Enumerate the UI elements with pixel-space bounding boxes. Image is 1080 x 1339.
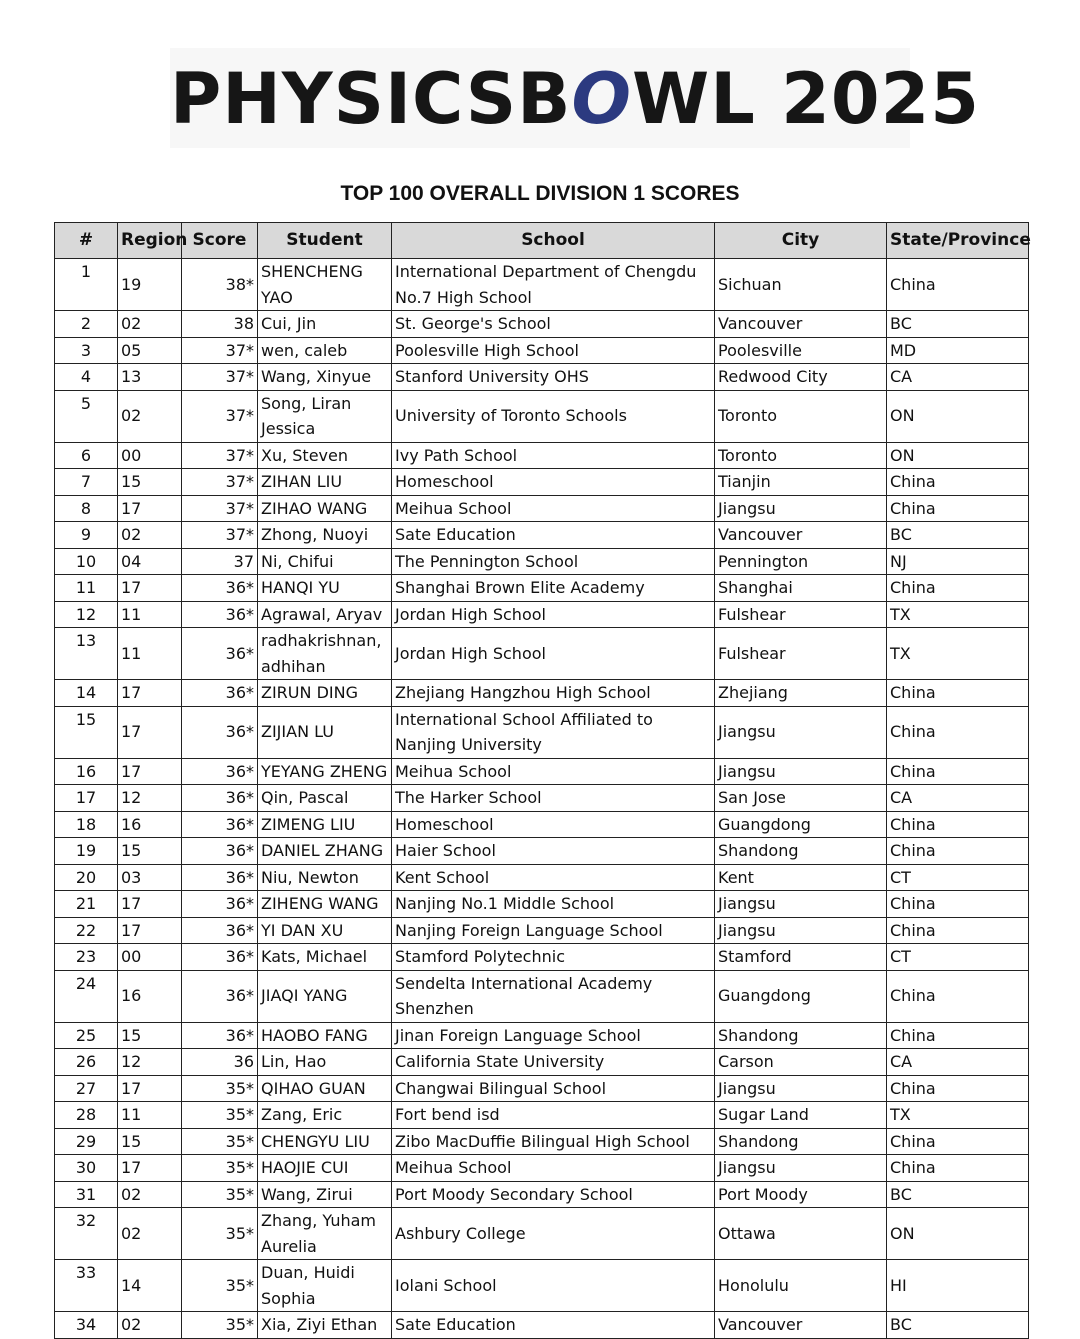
- student-cell: DANIEL ZHANG: [258, 838, 392, 865]
- student-cell: Wang, Xinyue: [258, 364, 392, 391]
- state-cell: China: [887, 1128, 1029, 1155]
- city-cell: Ottawa: [715, 1208, 887, 1260]
- city-cell: Stamford: [715, 944, 887, 971]
- state-cell: CT: [887, 864, 1029, 891]
- city-cell: Port Moody: [715, 1181, 887, 1208]
- rank-cell: 34: [55, 1312, 118, 1339]
- state-cell: China: [887, 706, 1029, 758]
- table-header-row: [55, 223, 1029, 259]
- region-cell: 16: [118, 811, 182, 838]
- student-cell: ZIRUN DING: [258, 680, 392, 707]
- score-cell: 35*: [182, 1155, 258, 1182]
- score-cell: 37*: [182, 522, 258, 549]
- rank-cell: 18: [55, 811, 118, 838]
- score-cell: 37*: [182, 469, 258, 496]
- rank-cell: 10: [55, 548, 118, 575]
- state-cell: China: [887, 1155, 1029, 1182]
- table-row: [55, 1208, 1029, 1260]
- scores-table: [54, 222, 1029, 1339]
- table-row: [55, 891, 1029, 918]
- student-cell: Niu, Newton: [258, 864, 392, 891]
- state-cell: ON: [887, 442, 1029, 469]
- rank-cell: 6: [55, 442, 118, 469]
- city-cell: Tianjin: [715, 469, 887, 496]
- region-cell: 15: [118, 838, 182, 865]
- region-cell: 17: [118, 1155, 182, 1182]
- student-cell: Qin, Pascal: [258, 785, 392, 812]
- header-score: Score: [182, 223, 258, 259]
- school-cell: Fort bend isd: [392, 1102, 715, 1129]
- header-rank: #: [55, 223, 118, 259]
- table-row: [55, 601, 1029, 628]
- school-cell: Nanjing Foreign Language School: [392, 917, 715, 944]
- student-cell: SHENCHENG YAO: [258, 259, 392, 311]
- state-cell: China: [887, 495, 1029, 522]
- region-cell: 00: [118, 944, 182, 971]
- region-cell: 00: [118, 442, 182, 469]
- school-cell: Jinan Foreign Language School: [392, 1022, 715, 1049]
- region-cell: 15: [118, 1022, 182, 1049]
- score-cell: 38*: [182, 259, 258, 311]
- table-row: [55, 811, 1029, 838]
- city-cell: Toronto: [715, 390, 887, 442]
- score-cell: 35*: [182, 1260, 258, 1312]
- table-row: [55, 785, 1029, 812]
- region-cell: 02: [118, 390, 182, 442]
- rank-cell: 20: [55, 864, 118, 891]
- rank-cell: 4: [55, 364, 118, 391]
- region-cell: 11: [118, 1102, 182, 1129]
- student-cell: Kats, Michael: [258, 944, 392, 971]
- region-cell: 12: [118, 1049, 182, 1076]
- city-cell: San Jose: [715, 785, 887, 812]
- city-cell: Carson: [715, 1049, 887, 1076]
- region-cell: 17: [118, 680, 182, 707]
- city-cell: Shandong: [715, 1128, 887, 1155]
- city-cell: Toronto: [715, 442, 887, 469]
- table-row: [55, 1181, 1029, 1208]
- school-cell: Changwai Bilingual School: [392, 1075, 715, 1102]
- score-cell: 35*: [182, 1102, 258, 1129]
- school-cell: Jordan High School: [392, 628, 715, 680]
- city-cell: Shandong: [715, 1022, 887, 1049]
- student-cell: radhakrishnan, adhihan: [258, 628, 392, 680]
- student-cell: Cui, Jin: [258, 311, 392, 338]
- region-cell: 19: [118, 259, 182, 311]
- region-cell: 15: [118, 469, 182, 496]
- rank-cell: 32: [55, 1208, 118, 1260]
- table-row: [55, 917, 1029, 944]
- state-cell: TX: [887, 628, 1029, 680]
- rank-cell: 14: [55, 680, 118, 707]
- state-cell: China: [887, 811, 1029, 838]
- header-region: Region: [118, 223, 182, 259]
- school-cell: Sendelta International Academy Shenzhen: [392, 970, 715, 1022]
- city-cell: Redwood City: [715, 364, 887, 391]
- region-cell: 14: [118, 1260, 182, 1312]
- score-cell: 35*: [182, 1208, 258, 1260]
- table-row: [55, 1075, 1029, 1102]
- logo-title: PHYSICSBOWL 2025: [170, 58, 981, 140]
- city-cell: Shanghai: [715, 575, 887, 602]
- state-cell: CA: [887, 785, 1029, 812]
- school-cell: Homeschool: [392, 811, 715, 838]
- table-row: [55, 970, 1029, 1022]
- rank-cell: 2: [55, 311, 118, 338]
- rank-cell: 25: [55, 1022, 118, 1049]
- table-row: [55, 1260, 1029, 1312]
- school-cell: Haier School: [392, 838, 715, 865]
- score-cell: 35*: [182, 1312, 258, 1339]
- state-cell: China: [887, 1075, 1029, 1102]
- school-cell: Nanjing No.1 Middle School: [392, 891, 715, 918]
- rank-cell: 16: [55, 758, 118, 785]
- student-cell: YEYANG ZHENG: [258, 758, 392, 785]
- school-cell: Ivy Path School: [392, 442, 715, 469]
- rank-cell: 31: [55, 1181, 118, 1208]
- score-cell: 36*: [182, 785, 258, 812]
- rank-cell: 5: [55, 390, 118, 442]
- school-cell: University of Toronto Schools: [392, 390, 715, 442]
- table-row: [55, 838, 1029, 865]
- city-cell: Fulshear: [715, 628, 887, 680]
- state-cell: BC: [887, 1181, 1029, 1208]
- region-cell: 03: [118, 864, 182, 891]
- student-cell: YI DAN XU: [258, 917, 392, 944]
- state-cell: China: [887, 970, 1029, 1022]
- city-cell: Jiangsu: [715, 1075, 887, 1102]
- region-cell: 02: [118, 522, 182, 549]
- rank-cell: 22: [55, 917, 118, 944]
- student-cell: Lin, Hao: [258, 1049, 392, 1076]
- table-row: [55, 1022, 1029, 1049]
- student-cell: ZIHAN LIU: [258, 469, 392, 496]
- score-cell: 36*: [182, 706, 258, 758]
- state-cell: CA: [887, 364, 1029, 391]
- city-cell: Pennington: [715, 548, 887, 575]
- score-cell: 37*: [182, 364, 258, 391]
- table-row: [55, 1102, 1029, 1129]
- rank-cell: 12: [55, 601, 118, 628]
- student-cell: Wang, Zirui: [258, 1181, 392, 1208]
- city-cell: Jiangsu: [715, 917, 887, 944]
- student-cell: HAOJIE CUI: [258, 1155, 392, 1182]
- score-cell: 36*: [182, 628, 258, 680]
- table-row: [55, 337, 1029, 364]
- school-cell: Shanghai Brown Elite Academy: [392, 575, 715, 602]
- region-cell: 17: [118, 917, 182, 944]
- rank-cell: 15: [55, 706, 118, 758]
- region-cell: 02: [118, 1208, 182, 1260]
- header-state: State/Province: [887, 223, 1029, 259]
- table-row: [55, 575, 1029, 602]
- school-cell: St. George's School: [392, 311, 715, 338]
- state-cell: TX: [887, 601, 1029, 628]
- table-row: [55, 548, 1029, 575]
- city-cell: Vancouver: [715, 1312, 887, 1339]
- table-row: [55, 1128, 1029, 1155]
- table-row: [55, 522, 1029, 549]
- state-cell: CT: [887, 944, 1029, 971]
- page-subtitle: TOP 100 OVERALL DIVISION 1 SCORES: [340, 182, 740, 205]
- student-cell: QIHAO GUAN: [258, 1075, 392, 1102]
- header-city: City: [715, 223, 887, 259]
- table-row: [55, 311, 1029, 338]
- city-cell: Sugar Land: [715, 1102, 887, 1129]
- student-cell: ZIMENG LIU: [258, 811, 392, 838]
- score-cell: 36*: [182, 811, 258, 838]
- rank-cell: 13: [55, 628, 118, 680]
- city-cell: Jiangsu: [715, 1155, 887, 1182]
- score-cell: 37*: [182, 495, 258, 522]
- table-row: [55, 495, 1029, 522]
- region-cell: 17: [118, 706, 182, 758]
- table-row: [55, 390, 1029, 442]
- student-cell: HAOBO FANG: [258, 1022, 392, 1049]
- state-cell: China: [887, 1022, 1029, 1049]
- student-cell: wen, caleb: [258, 337, 392, 364]
- region-cell: 17: [118, 575, 182, 602]
- student-cell: Zang, Eric: [258, 1102, 392, 1129]
- score-cell: 37*: [182, 337, 258, 364]
- student-cell: Xia, Ziyi Ethan: [258, 1312, 392, 1339]
- school-cell: Kent School: [392, 864, 715, 891]
- score-cell: 36*: [182, 891, 258, 918]
- table-row: [55, 259, 1029, 311]
- score-cell: 35*: [182, 1181, 258, 1208]
- region-cell: 17: [118, 891, 182, 918]
- table-row: [55, 364, 1029, 391]
- header-student: Student: [258, 223, 392, 259]
- rank-cell: 26: [55, 1049, 118, 1076]
- score-cell: 36*: [182, 680, 258, 707]
- region-cell: 05: [118, 337, 182, 364]
- region-cell: 17: [118, 758, 182, 785]
- rank-cell: 8: [55, 495, 118, 522]
- school-cell: California State University: [392, 1049, 715, 1076]
- region-cell: 02: [118, 311, 182, 338]
- score-cell: 37*: [182, 442, 258, 469]
- rank-cell: 24: [55, 970, 118, 1022]
- city-cell: Jiangsu: [715, 706, 887, 758]
- state-cell: China: [887, 838, 1029, 865]
- school-cell: Stamford Polytechnic: [392, 944, 715, 971]
- school-cell: International School Affiliated to Nanjing University: [392, 706, 715, 758]
- state-cell: China: [887, 917, 1029, 944]
- state-cell: HI: [887, 1260, 1029, 1312]
- school-cell: Zhejiang Hangzhou High School: [392, 680, 715, 707]
- student-cell: Xu, Steven: [258, 442, 392, 469]
- city-cell: Jiangsu: [715, 495, 887, 522]
- rank-cell: 29: [55, 1128, 118, 1155]
- state-cell: China: [887, 758, 1029, 785]
- score-cell: 36: [182, 1049, 258, 1076]
- school-cell: Ashbury College: [392, 1208, 715, 1260]
- school-cell: Port Moody Secondary School: [392, 1181, 715, 1208]
- student-cell: HANQI YU: [258, 575, 392, 602]
- table-row: [55, 469, 1029, 496]
- state-cell: BC: [887, 1312, 1029, 1339]
- student-cell: Agrawal, Aryav: [258, 601, 392, 628]
- school-cell: Meihua School: [392, 758, 715, 785]
- city-cell: Zhejiang: [715, 680, 887, 707]
- state-cell: China: [887, 891, 1029, 918]
- state-cell: CA: [887, 1049, 1029, 1076]
- student-cell: ZIJIAN LU: [258, 706, 392, 758]
- table-row: [55, 628, 1029, 680]
- region-cell: 02: [118, 1312, 182, 1339]
- table-row: [55, 442, 1029, 469]
- student-cell: CHENGYU LIU: [258, 1128, 392, 1155]
- table-row: [55, 1049, 1029, 1076]
- city-cell: Honolulu: [715, 1260, 887, 1312]
- student-cell: JIAQI YANG: [258, 970, 392, 1022]
- score-cell: 36*: [182, 1022, 258, 1049]
- region-cell: 11: [118, 628, 182, 680]
- city-cell: Fulshear: [715, 601, 887, 628]
- score-cell: 36*: [182, 838, 258, 865]
- city-cell: Sichuan: [715, 259, 887, 311]
- school-cell: Meihua School: [392, 1155, 715, 1182]
- rank-cell: 21: [55, 891, 118, 918]
- student-cell: Duan, Huidi Sophia: [258, 1260, 392, 1312]
- school-cell: Meihua School: [392, 495, 715, 522]
- school-cell: The Harker School: [392, 785, 715, 812]
- rank-cell: 19: [55, 838, 118, 865]
- table-row: [55, 944, 1029, 971]
- region-cell: 17: [118, 495, 182, 522]
- score-cell: 36*: [182, 917, 258, 944]
- state-cell: BC: [887, 522, 1029, 549]
- state-cell: China: [887, 469, 1029, 496]
- city-cell: Vancouver: [715, 522, 887, 549]
- school-cell: Poolesville High School: [392, 337, 715, 364]
- city-cell: Guangdong: [715, 811, 887, 838]
- table-row: [55, 864, 1029, 891]
- student-cell: Song, Liran Jessica: [258, 390, 392, 442]
- school-cell: Iolani School: [392, 1260, 715, 1312]
- student-cell: ZIHENG WANG: [258, 891, 392, 918]
- region-cell: 04: [118, 548, 182, 575]
- state-cell: China: [887, 259, 1029, 311]
- score-cell: 36*: [182, 601, 258, 628]
- student-cell: ZIHAO WANG: [258, 495, 392, 522]
- student-cell: Zhong, Nuoyi: [258, 522, 392, 549]
- rank-cell: 3: [55, 337, 118, 364]
- state-cell: China: [887, 680, 1029, 707]
- rank-cell: 1: [55, 259, 118, 311]
- score-cell: 36*: [182, 575, 258, 602]
- table-row: [55, 1155, 1029, 1182]
- rank-cell: 17: [55, 785, 118, 812]
- city-cell: Jiangsu: [715, 758, 887, 785]
- physicsbowl-logo: [170, 48, 981, 148]
- school-cell: Homeschool: [392, 469, 715, 496]
- region-cell: 15: [118, 1128, 182, 1155]
- rank-cell: 7: [55, 469, 118, 496]
- rank-cell: 9: [55, 522, 118, 549]
- score-cell: 37*: [182, 390, 258, 442]
- region-cell: 16: [118, 970, 182, 1022]
- score-cell: 36*: [182, 944, 258, 971]
- rank-cell: 23: [55, 944, 118, 971]
- region-cell: 02: [118, 1181, 182, 1208]
- state-cell: ON: [887, 390, 1029, 442]
- score-cell: 35*: [182, 1075, 258, 1102]
- rank-cell: 30: [55, 1155, 118, 1182]
- city-cell: Shandong: [715, 838, 887, 865]
- state-cell: BC: [887, 311, 1029, 338]
- table-row: [55, 706, 1029, 758]
- region-cell: 11: [118, 601, 182, 628]
- state-cell: TX: [887, 1102, 1029, 1129]
- rank-cell: 11: [55, 575, 118, 602]
- city-cell: Vancouver: [715, 311, 887, 338]
- school-cell: International Department of Chengdu No.7 High School: [392, 259, 715, 311]
- school-cell: Jordan High School: [392, 601, 715, 628]
- region-cell: 12: [118, 785, 182, 812]
- score-cell: 37: [182, 548, 258, 575]
- state-cell: MD: [887, 337, 1029, 364]
- region-cell: 17: [118, 1075, 182, 1102]
- region-cell: 13: [118, 364, 182, 391]
- school-cell: Stanford University OHS: [392, 364, 715, 391]
- student-cell: Zhang, Yuham Aurelia: [258, 1208, 392, 1260]
- student-cell: Ni, Chifui: [258, 548, 392, 575]
- state-cell: China: [887, 575, 1029, 602]
- score-cell: 36*: [182, 758, 258, 785]
- score-cell: 38: [182, 311, 258, 338]
- table-row: [55, 680, 1029, 707]
- city-cell: Jiangsu: [715, 891, 887, 918]
- table-row: [55, 1312, 1029, 1339]
- header-school: School: [392, 223, 715, 259]
- score-cell: 36*: [182, 864, 258, 891]
- score-cell: 35*: [182, 1128, 258, 1155]
- table-row: [55, 758, 1029, 785]
- rank-cell: 28: [55, 1102, 118, 1129]
- state-cell: ON: [887, 1208, 1029, 1260]
- school-cell: The Pennington School: [392, 548, 715, 575]
- school-cell: Zibo MacDuffie Bilingual High School: [392, 1128, 715, 1155]
- state-cell: NJ: [887, 548, 1029, 575]
- city-cell: Kent: [715, 864, 887, 891]
- score-cell: 36*: [182, 970, 258, 1022]
- school-cell: Sate Education: [392, 522, 715, 549]
- school-cell: Sate Education: [392, 1312, 715, 1339]
- rank-cell: 27: [55, 1075, 118, 1102]
- rank-cell: 33: [55, 1260, 118, 1312]
- city-cell: Poolesville: [715, 337, 887, 364]
- city-cell: Guangdong: [715, 970, 887, 1022]
